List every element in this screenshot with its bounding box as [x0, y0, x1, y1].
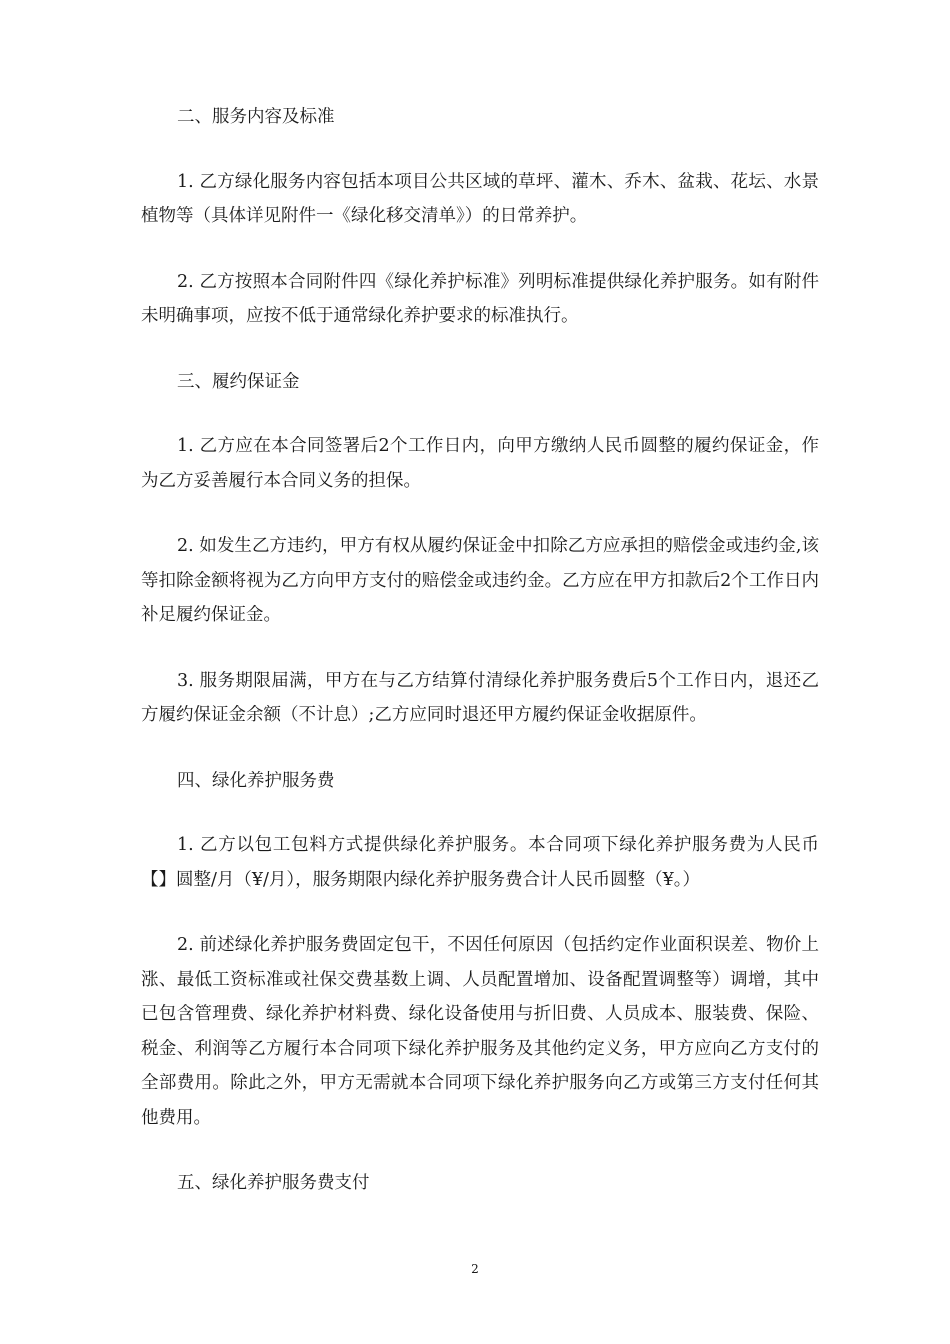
section-heading-fee-payment: 五、绿化养护服务费支付 — [177, 1173, 370, 1193]
paragraph-3-3: 3. 服务期限届满，甲方在与乙方结算付清绿化养护服务费后5个工作日内，退还乙方履约保证金余额（不计息）;乙方应同时退还甲方履约保证金收据原件。 — [141, 670, 819, 725]
page-number: 2 — [471, 1262, 479, 1276]
paragraph-4-1: 1. 乙方以包工包料方式提供绿化养护服务。本合同项下绿化养护服务费为人民币【】圆整/月（¥/月），服务期限内绿化养护服务费合计人民币圆整（¥。） — [141, 835, 819, 890]
paragraph-2-2: 2. 乙方按照本合同附件四《绿化养护标准》列明标准提供绿化养护服务。如有附件未明确事项，应按不低于通常绿化养护要求的标准执行。 — [141, 271, 819, 326]
paragraph-2-1: 1. 乙方绿化服务内容包括本项目公共区域的草坪、灌木、乔木、盆栽、花坛、水景植物等（具体详见附件一《绿化移交清单》）的日常养护。 — [141, 171, 819, 226]
paragraph-3-1: 1. 乙方应在本合同签署后2个工作日内，向甲方缴纳人民币圆整的履约保证金，作为乙方妥善履行本合同义务的担保。 — [141, 436, 819, 491]
document-body — [141, 100, 819, 1231]
paragraph-3-2: 2. 如发生乙方违约，甲方有权从履约保证金中扣除乙方应承担的赔偿金或违约金,该等扣除金额将视为乙方向甲方支付的赔偿金或违约金。乙方应在甲方扣款后2个工作日内补足履约保证金。 — [141, 536, 819, 625]
section-heading-performance-bond: 三、履约保证金 — [177, 371, 300, 392]
section-heading-service-content: 二、服务内容及标准 — [177, 107, 335, 127]
paragraph-4-2: 2. 前述绿化养护服务费固定包干，不因任何原因（包括约定作业面积误差、物价上涨、最低工资标准或社保交费基数上调、人员配置增加、设备配置调整等）调增，其中已包含管理费、绿化养护材料费、绿化设备使用与折旧费、人员成本、服装费、保险、税金、利润等乙方履行本合同项下绿化养护服务及其他约定义务，甲方应向乙方支付的全部费用。除此之外，甲方无需就本合同项下绿化养护服务向乙方或第三方支付任何其他费用。 — [141, 935, 819, 1128]
section-heading-service-fee: 四、绿化养护服务费 — [177, 770, 335, 791]
